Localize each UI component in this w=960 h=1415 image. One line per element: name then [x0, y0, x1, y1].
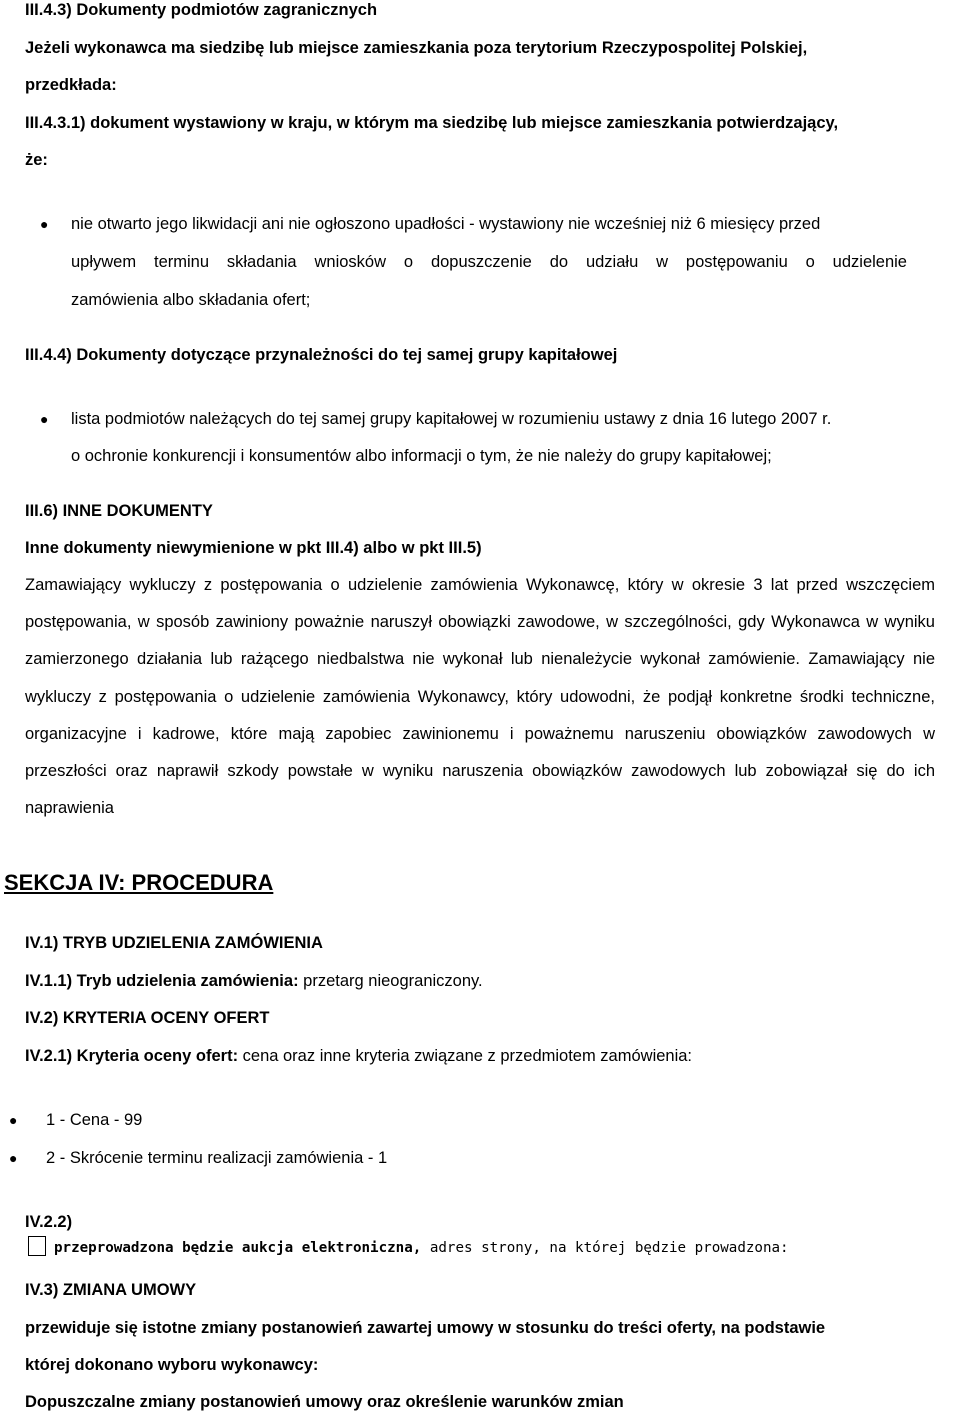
- bullet-344-line-2: o ochronie konkurencji i konsumentów albo informacji o tym, że nie należy do grupy kapitałowej;: [71, 447, 772, 465]
- section-36-title: III.6) INNE DOKUMENTY: [25, 502, 213, 520]
- section-36-subtitle: Inne dokumenty niewymienione w pkt III.4) albo w pkt III.5): [25, 539, 482, 557]
- iv21-line: [25, 1046, 692, 1066]
- iv11-value: przetarg nieograniczony.: [298, 972, 483, 990]
- subsection-3431-line-2: że:: [25, 151, 48, 169]
- iv2-title: IV.2) KRYTERIA OCENY OFERT: [25, 1009, 270, 1027]
- auction-checkbox[interactable]: [28, 1236, 46, 1256]
- bullet-icon: ●: [9, 1150, 18, 1166]
- bullet-344-line-1: lista podmiotów należących do tej samej grupy kapitałowej w rozumieniu ustawy z dnia 16 lutego 2007 r.: [71, 410, 832, 428]
- iv21-label: IV.2.1) Kryteria oceny ofert:: [25, 1047, 239, 1065]
- change-line-2: której dokonano wyboru wykonawcy:: [25, 1356, 319, 1374]
- iv3-title: IV.3) ZMIANA UMOWY: [25, 1281, 197, 1299]
- section-343-title: III.4.3) Dokumenty podmiotów zagranicznych: [25, 1, 378, 19]
- iv21-value: cena oraz inne kryteria związane z przedmiotem zamówienia:: [238, 1047, 693, 1065]
- iv11-line: [25, 971, 483, 991]
- auction-value: adres strony, na której będzie prowadzona:: [421, 1240, 789, 1256]
- allowed-changes-title: Dopuszczalne zmiany postanowień umowy oraz określenie warunków zmian: [25, 1393, 624, 1411]
- bullet-icon: ●: [40, 411, 49, 427]
- bullet-343-line-3: zamówienia albo składania ofert;: [71, 291, 311, 309]
- subsection-3431-line-1: III.4.3.1) dokument wystawiony w kraju, w którym ma siedzibę lub miejsce zamieszkania potwierdzający,: [25, 114, 839, 132]
- criterion-2: 2 - Skrócenie terminu realizacji zamówienia - 1: [46, 1149, 388, 1167]
- change-line-1: przewiduje się istotne zmiany postanowień zawartej umowy w stosunku do treści oferty, na podstawie: [25, 1319, 826, 1337]
- bullet-icon: ●: [40, 216, 49, 232]
- auction-line: [54, 1238, 789, 1258]
- bullet-icon: ●: [9, 1112, 18, 1128]
- section-4-title: SEKCJA IV: PROCEDURA: [4, 870, 274, 895]
- iv11-label: IV.1.1) Tryb udzielenia zamówienia:: [25, 972, 299, 990]
- auction-label: przeprowadzona będzie aukcja elektroniczna,: [54, 1240, 422, 1256]
- bullet-343-line-1: nie otwarto jego likwidacji ani nie ogłoszono upadłości - wystawiony nie wcześniej niż 6 miesięcy przed: [71, 215, 821, 233]
- bullet-343-line-2: upływem terminu składania wniosków o dopuszczenie do udziału w postępowaniu o udzielenie: [71, 253, 907, 271]
- criterion-1: 1 - Cena - 99: [46, 1111, 143, 1129]
- section-36-paragraph: Zamawiający wykluczy z postępowania o udzielenie zamówienia Wykonawcę, który w okresie 3 lat przed wszczęciem postępowania, w sposób zawiniony poważnie naruszył obowiązki zawodowe, w szczególności, gdy Wykonawca w wyniku zamierzonego działania lub rażącego niedbalstwa nie wykonał lub nienależycie wykonał zamówienie. Zamawiający nie wykluczy z postępowania o udzielenie zamówienia Wykonawcy, który udowodni, że podjął konkretne środki techniczne, organizacyjne i kadrowe, które mają zapobiec zawinionemu i poważnemu naruszeniu obowiązków zawodowych w przeszłości oraz naprawił szkody powstałe w wyniku naruszenia obowiązków zawodowych lub zobowiązał się do ich naprawienia: [25, 576, 935, 818]
- section-344-title: III.4.4) Dokumenty dotyczące przynależności do tej samej grupy kapitałowej: [25, 346, 618, 364]
- intro-line-1: Jeżeli wykonawca ma siedzibę lub miejsce zamieszkania poza terytorium Rzeczypospolitej Polskiej,: [25, 39, 808, 57]
- iv22-title: IV.2.2): [25, 1213, 73, 1231]
- iv1-title: IV.1) TRYB UDZIELENIA ZAMÓWIENIA: [25, 934, 323, 952]
- intro-line-2: przedkłada:: [25, 76, 117, 94]
